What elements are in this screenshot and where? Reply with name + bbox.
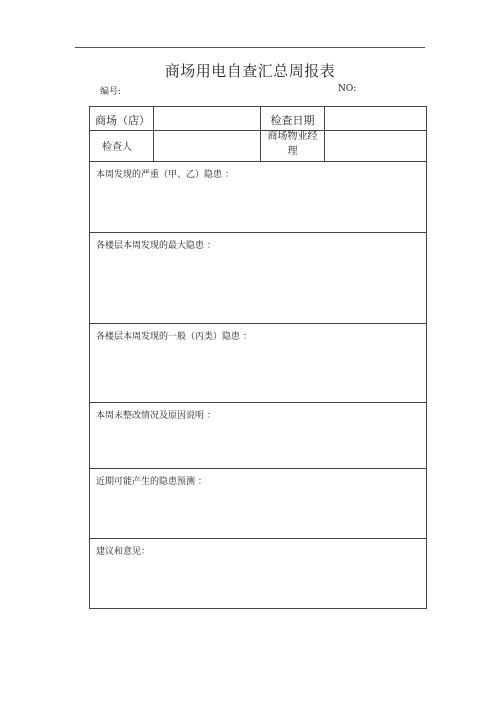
mall-name-field[interactable] bbox=[154, 107, 260, 130]
section-label-forecast: 近期可能产生的隐患预测 ： bbox=[96, 477, 207, 487]
mall-label: 商场（店） bbox=[95, 114, 150, 127]
inspector-label: 检查人 bbox=[102, 142, 132, 153]
section-divider-3 bbox=[90, 323, 426, 324]
section-divider-5 bbox=[90, 468, 426, 469]
section-label-suggestions: 建议和意见： bbox=[96, 547, 151, 557]
check-date-field[interactable] bbox=[325, 107, 427, 130]
no-label: NO: bbox=[338, 84, 357, 94]
inspector-field[interactable] bbox=[154, 131, 260, 161]
section-divider-2 bbox=[90, 232, 426, 233]
manager-label-line2: 理 bbox=[287, 146, 298, 157]
manager-label-line1: 商场物业经 bbox=[267, 131, 318, 142]
check-date-label: 检查日期 bbox=[270, 114, 315, 127]
section-divider-1 bbox=[90, 161, 426, 162]
section-divider-4 bbox=[90, 402, 426, 403]
section-label-unrectified: 本周未整改情况及原因说明 ： bbox=[96, 411, 216, 421]
report-form bbox=[89, 106, 427, 609]
manager-field[interactable] bbox=[325, 131, 427, 161]
section-divider-6 bbox=[90, 538, 426, 539]
section-label-serious-hazards: 本周发现的严重（甲、乙）隐患 ： bbox=[96, 170, 234, 180]
section-label-max-hazards: 各楼层本周发现的最大隐患 ： bbox=[96, 241, 216, 251]
section-label-general-hazards: 各楼层本周发现的一般（丙类）隐患 ： bbox=[96, 332, 252, 342]
top-rule bbox=[75, 47, 425, 48]
serial-number-label: 编号: bbox=[100, 87, 122, 97]
manager-label bbox=[261, 129, 324, 159]
page-title: 商场用电自查汇总周报表 bbox=[164, 62, 336, 80]
